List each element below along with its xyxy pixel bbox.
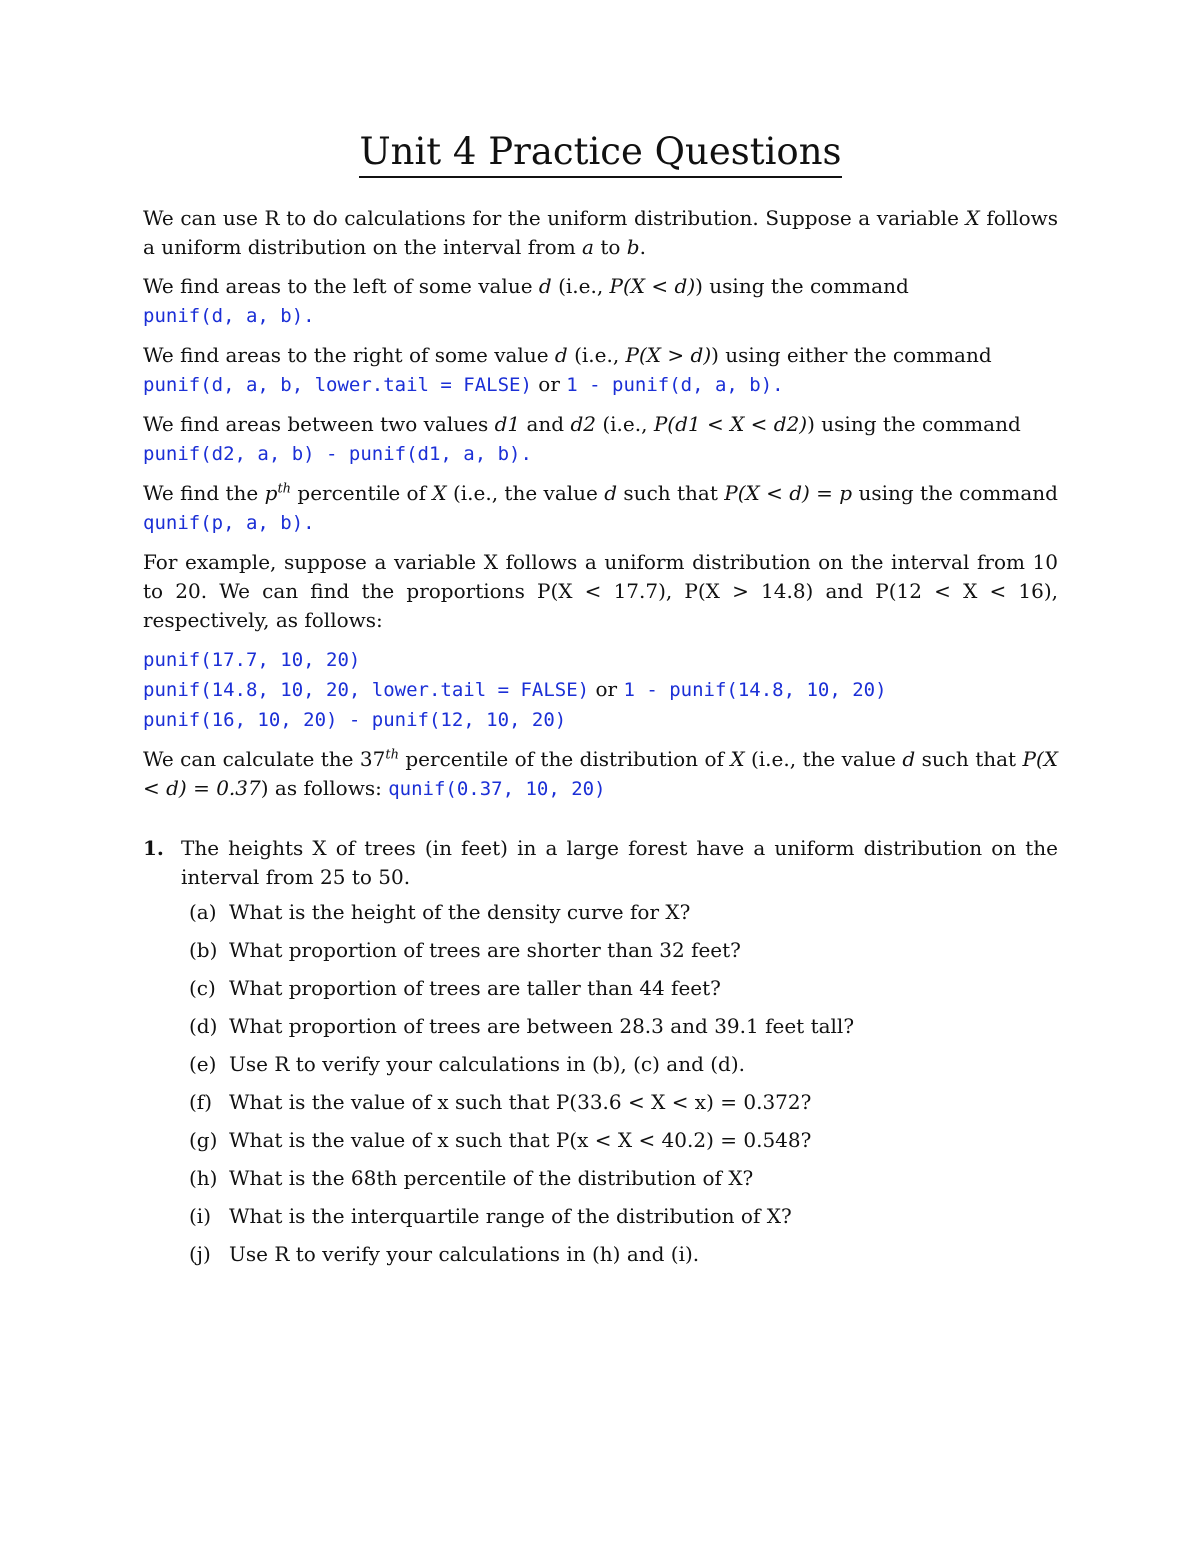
text: (i.e., the value: [446, 481, 605, 506]
text: We find areas between two values: [143, 412, 495, 437]
intro-paragraph-7: [143, 745, 1058, 804]
example-code-block: [143, 645, 1058, 735]
text: percentile of the distribution of: [398, 747, 731, 772]
part-text: What is the 68th percentile of the distribution of X?: [229, 1166, 754, 1191]
part-label: (j): [189, 1242, 211, 1267]
part-text: What is the height of the density curve for X?: [229, 900, 691, 925]
intro-paragraph-2: [143, 272, 1058, 331]
text: such that: [617, 481, 725, 506]
text: (i.e.,: [567, 343, 626, 368]
text: percentile of: [291, 481, 433, 506]
text: and: [520, 412, 571, 437]
part-label: (d): [189, 1014, 218, 1039]
part-text: What is the value of x such that P(33.6 < X < x) = 0.372?: [229, 1090, 812, 1115]
text: such that: [915, 747, 1023, 772]
math-var: X: [730, 747, 745, 772]
part-text: What is the interquartile range of the distribution of X?: [229, 1204, 792, 1229]
part-text: What proportion of trees are between 28.3 and 39.1 feet tall?: [229, 1014, 855, 1039]
part-text: What is the value of x such that P(x < X < 40.2) = 0.548?: [229, 1128, 812, 1153]
document-page: [143, 130, 1058, 1278]
r-code: punif(16, 10, 20) - punif(12, 10, 20): [143, 709, 567, 732]
math-expr: P(X < d) = 0.37: [143, 747, 1058, 801]
r-code: punif(d, a, b, lower.tail = FALSE): [143, 374, 532, 397]
math-var: b: [626, 235, 640, 260]
text: follows a uniform distribution on the interval from: [143, 206, 1058, 260]
text: We find areas to the left of some value: [143, 274, 539, 299]
question-text: The heights X of trees (in feet) in a large forest have a uniform distribution on the interval from 25 to 50.: [181, 836, 1058, 890]
question-part: [189, 1012, 1058, 1041]
part-text: Use R to verify your calculations in (h) and (i).: [229, 1242, 700, 1267]
math-var: d: [604, 481, 618, 506]
part-label: (b): [189, 938, 218, 963]
part-label: (a): [189, 900, 217, 925]
superscript: th: [385, 747, 399, 763]
part-text: What proportion of trees are taller than 44 feet?: [229, 976, 721, 1001]
intro-paragraph-5: [143, 479, 1058, 538]
text: to: [593, 235, 627, 260]
text: We can use R to do calculations for the uniform distribution. Suppose a variable: [143, 206, 966, 231]
intro-paragraph-6: For example, suppose a variable X follows a uniform distribution on the interval from 10 to 20. We can find the proportions P(X < 17.7), P(X > 14.8) and P(12 < X < 16), respectively, as follows:: [143, 550, 1058, 633]
math-var: d1: [494, 412, 521, 437]
intro-paragraph-4: [143, 410, 1058, 469]
question-1: [143, 834, 1058, 1269]
math-var: X: [965, 206, 980, 231]
r-code: 1 - punif(14.8, 10, 20): [623, 679, 887, 702]
text: (i.e.,: [595, 412, 654, 437]
question-part: [189, 898, 1058, 927]
text: .: [639, 235, 646, 260]
intro-paragraph-3: [143, 341, 1058, 400]
math-expr: P(X < d): [609, 274, 696, 299]
text: ) using the command: [695, 274, 909, 299]
math-var: X: [432, 481, 447, 506]
text: (i.e., the value: [744, 747, 903, 772]
question-header: [143, 834, 1058, 892]
example-line-1: [143, 645, 1058, 675]
math-var: d2: [570, 412, 596, 437]
question-part: [189, 1126, 1058, 1155]
math-var: d: [554, 343, 568, 368]
intro-paragraph-1: [143, 204, 1058, 262]
text: We find areas to the right of some value: [143, 343, 555, 368]
r-code: punif(d2, a, b) - punif(d1, a, b).: [143, 443, 532, 466]
part-label: (g): [189, 1128, 218, 1153]
math-var: d: [902, 747, 916, 772]
text: ) using the command: [807, 412, 1021, 437]
part-label: (e): [189, 1052, 217, 1077]
superscript: th: [277, 481, 292, 497]
text: or: [531, 372, 567, 397]
math-var: p: [264, 481, 278, 506]
r-code: 1 - punif(d, a, b).: [566, 374, 784, 397]
text: ) as follows:: [260, 776, 389, 801]
text: We can calculate the 37: [143, 747, 386, 772]
text: ) using either the command: [711, 343, 992, 368]
r-code: punif(17.7, 10, 20): [143, 649, 361, 672]
page-title: [143, 130, 1058, 178]
part-text: What proportion of trees are shorter than 32 feet?: [229, 938, 741, 963]
example-line-2: [143, 675, 1058, 705]
question-part: [189, 1088, 1058, 1117]
question-part: [189, 1202, 1058, 1231]
question-part: [189, 1164, 1058, 1193]
r-code: qunif(0.37, 10, 20): [388, 778, 606, 801]
r-code: punif(14.8, 10, 20, lower.tail = FALSE): [143, 679, 590, 702]
part-label: (c): [189, 976, 216, 1001]
part-label: (f): [189, 1090, 213, 1115]
text: or: [589, 677, 624, 702]
math-var: a: [582, 235, 594, 260]
math-var: d: [538, 274, 552, 299]
math-expr: P(X > d): [625, 343, 712, 368]
question-part: [189, 936, 1058, 965]
r-code: punif(d, a, b).: [143, 305, 315, 328]
question-part: [189, 1050, 1058, 1079]
text: (i.e.,: [551, 274, 610, 299]
title-text: Unit 4 Practice Questions: [359, 130, 841, 178]
question-number: 1.: [143, 836, 164, 861]
r-code: qunif(p, a, b).: [143, 512, 315, 535]
question-part: [189, 1240, 1058, 1269]
question-part: [189, 974, 1058, 1003]
part-label: (h): [189, 1166, 218, 1191]
part-label: (i): [189, 1204, 212, 1229]
text: We find the: [143, 481, 265, 506]
example-line-3: [143, 705, 1058, 735]
math-expr: P(X < d) = p: [724, 481, 853, 506]
math-expr: P(d1 < X < d2): [653, 412, 808, 437]
text: using the command: [852, 481, 1058, 506]
part-text: Use R to verify your calculations in (b), (c) and (d).: [229, 1052, 746, 1077]
question-parts-list: [189, 898, 1058, 1269]
